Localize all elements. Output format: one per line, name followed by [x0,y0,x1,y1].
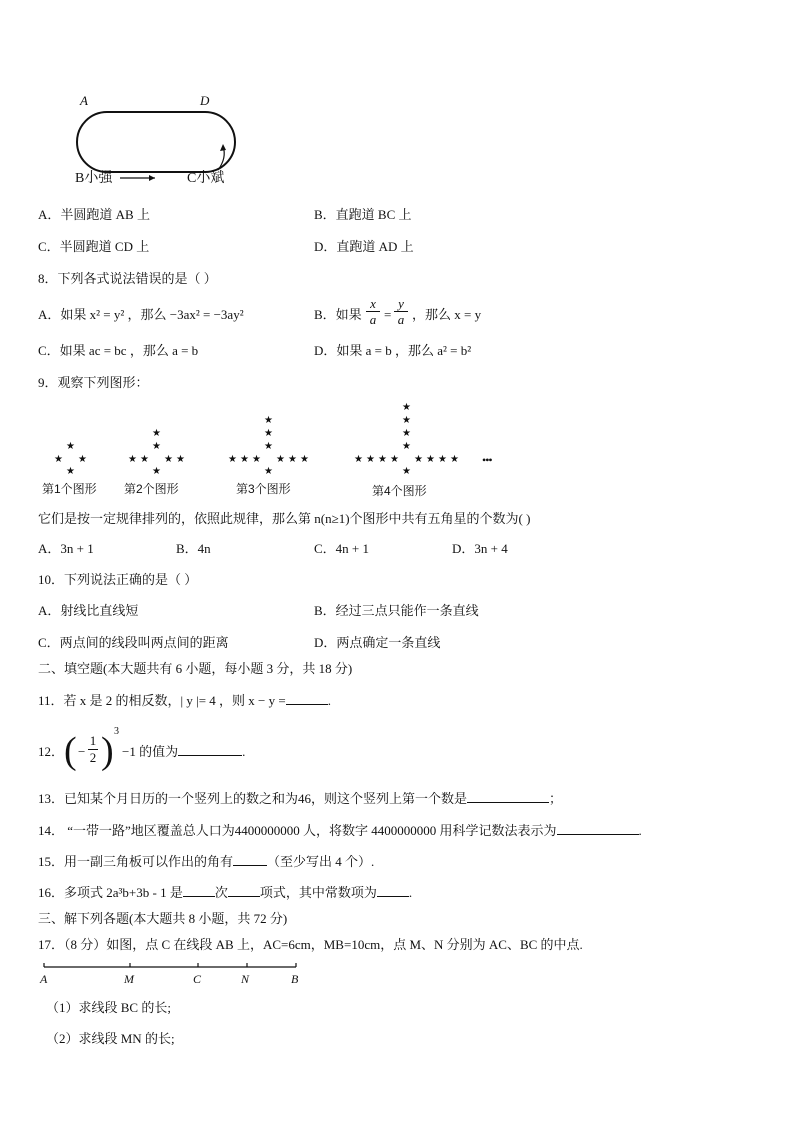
ellipsis: ••• [482,453,492,467]
star-icon: ★ [252,454,261,465]
star-icon: ★ [228,454,237,465]
equals-sign: = [384,307,392,322]
star-icon: ★ [152,466,161,477]
star-icon: ★ [54,454,63,465]
q12 [38,726,338,776]
star-icon: ★ [402,428,411,439]
period: . [638,823,642,838]
track-label-d: D [200,93,210,108]
q12-number: 12． [38,744,65,759]
star-icon: ★ [264,466,273,477]
q10-option-c: C．两点间的线段叫两点间的距离 [38,635,229,650]
period: . [327,693,331,708]
point-label-b: B [291,972,299,986]
figure-caption-2: 第2个图形 [124,482,179,496]
q13 [38,790,562,808]
track-label-c-person: C小斌 [187,171,225,186]
q10-option-b: B．经过三点只能作一条直线 [314,603,479,618]
segment-diagram [38,958,308,992]
frac-den-a: a [397,312,405,327]
q13-end: ； [549,791,563,806]
star-icon: ★ [66,466,75,477]
star-icon: ★ [276,454,285,465]
q17-sub1: （1）求线段 BC 的长; [46,1000,171,1015]
star-icon: ★ [426,454,435,465]
frac-num: 1 [89,733,97,748]
q12-tail [122,743,245,761]
star-icon: ★ [354,454,363,465]
star-icon: ★ [264,428,273,439]
q11-text: 11．若 x 是 2 的相反数，| y |= 4 ，则 x − y = [38,693,286,708]
q10-stem: 10．下列说法正确的是（ ） [38,572,198,587]
q15-end: （至少写出 4 个）. [267,854,375,869]
star-icon: ★ [390,454,399,465]
star-pattern-figure [38,400,508,500]
frac-num-y: y [398,296,404,311]
answer-blank [228,884,260,897]
star-icon: ★ [402,466,411,477]
segment-line [38,958,308,978]
frac-den-a: a [369,312,377,327]
star-icon: ★ [450,454,459,465]
q8-option-b-prefix: B．如果 [314,307,362,322]
star-icon: ★ [414,454,423,465]
answer-blank [557,822,639,835]
q12-tail-text: −1 的值为 [122,744,179,759]
star-icon: ★ [264,441,273,452]
q12-fraction [88,733,98,766]
q9-option-c: C．4n + 1 [314,541,370,556]
section-2-heading: 二、填空题(本大题共有 6 小题，每小题 3 分，共 18 分) [38,661,353,676]
track-label-b-person: B小强 [75,171,113,186]
q8-stem: 8．下列各式说法错误的是（ ） [38,271,217,286]
point-label-c: C [193,972,202,986]
star-icon: ★ [402,441,411,452]
q15 [38,853,374,871]
frac-num-x: x [370,296,376,311]
star-icon: ★ [378,454,387,465]
answer-blank [467,790,549,803]
answer-blank [377,884,409,897]
figure-caption-3: 第3个图形 [236,482,291,496]
q13-text: 13．已知某个月日历的一个竖列上的数之和为46，则这个竖列上第一个数是 [38,791,468,806]
star-icon: ★ [366,454,375,465]
star-icon: ★ [66,441,75,452]
point-label-m: M [124,972,134,986]
q9-stem: 9．观察下列图形： [38,375,149,390]
answer-blank [233,853,267,866]
figure-caption-4: 第4个图形 [372,484,427,498]
star-icon: ★ [152,441,161,452]
star-icon: ★ [300,454,309,465]
q7-option-b: B．直跑道 BC 上 [314,207,412,222]
q8-option-a: A．如果 x² = y² ，那么 −3ax² = −3ay² [38,307,244,322]
q11 [38,692,331,710]
q7-option-d: D．直跑道 AD 上 [314,239,414,254]
figure-caption-1: 第1个图形 [42,482,97,496]
answer-blank [286,692,328,705]
answer-blank [178,743,242,756]
q7-option-a: A．半圆跑道 AB 上 [38,207,150,222]
q9-question: 它们是按一定规律排列的，依照此规律，那么第 n(n≥1)个图形中共有五角星的个数为( ) [38,511,531,526]
q16-mid1: 次 [214,885,228,900]
star-icon: ★ [78,454,87,465]
q17-stem: 17．（8 分）如图，点 C 在线段 AB 上，AC=6cm，MB=10cm，点 M、N 分别为 AC、BC 的中点. [38,937,583,952]
q9-option-a: A．3n + 1 [38,541,94,556]
answer-blank [183,884,215,897]
q10-option-d: D．两点确定一条直线 [314,635,441,650]
track-figure [55,90,255,190]
point-label-n: N [241,972,250,986]
q8-option-c: C．如果 ac = bc ，那么 a = b [38,343,199,358]
star-icon: ★ [240,454,249,465]
q8-option-d: D．如果 a = b ，那么 a² = b² [314,343,472,358]
q12-exponent: 3 [114,726,119,737]
star-icon: ★ [140,454,149,465]
q16-prefix: 16．多项式 2a³b+3b - 1 是 [38,885,183,900]
q10-option-a: A．射线比直线短 [38,603,139,618]
q9-option-d: D．3n + 4 [452,541,508,556]
star-icon: ★ [164,454,173,465]
frac-den: 2 [89,750,97,765]
q12-minus: − [78,744,86,759]
star-icon: ★ [288,454,297,465]
left-paren: ( [64,730,77,772]
point-label-a: A [40,972,48,986]
star-icon: ★ [402,415,411,426]
q7-option-c: C．半圆跑道 CD 上 [38,239,150,254]
star-icon: ★ [152,428,161,439]
q16-end: . [408,885,413,900]
q8-frac-y-over-a [394,296,408,327]
section-3-heading: 三、解下列各题(本大题共 8 小题，共 72 分) [38,911,288,926]
star-icon: ★ [176,454,185,465]
q8-frac-x-over-a [366,296,380,327]
star-icon: ★ [264,415,273,426]
q17-sub2: （2）求线段 MN 的长; [46,1031,175,1046]
star-icon: ★ [128,454,137,465]
star-icon: ★ [402,402,411,413]
q8-option-b-suffix: ，那么 x = y [412,307,482,322]
star-icon: ★ [438,454,447,465]
track-label-a: A [80,93,88,108]
q16-mid2: 项式，其中常数项为 [259,885,377,900]
q14 [38,822,642,840]
q14-text: 14． “一带一路”地区覆盖总人口为4400000000 人，将数字 4400000000 用科学记数法表示为 [38,823,557,838]
q16 [38,884,412,902]
right-paren: ) [101,730,114,772]
period: . [242,744,246,759]
q15-text: 15．用一副三角板可以作出的角有 [38,854,234,869]
q9-option-b: B．4n [176,541,211,556]
